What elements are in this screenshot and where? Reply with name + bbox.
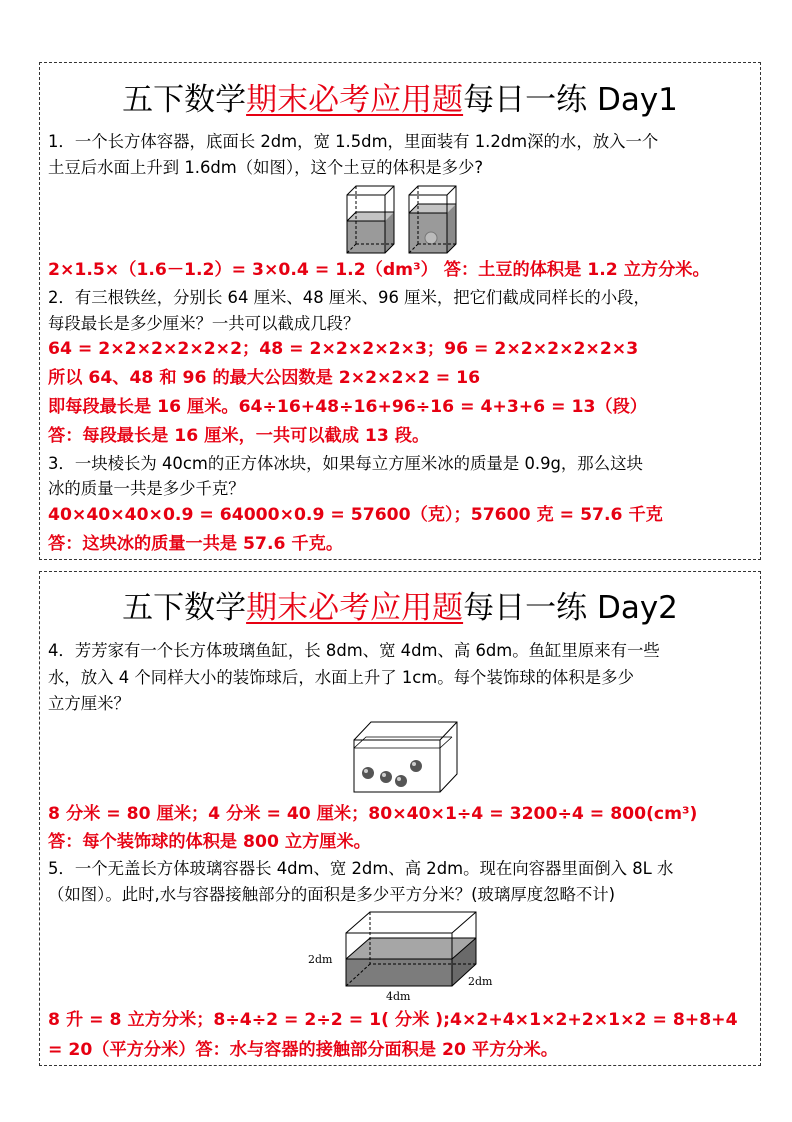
container-after-figure [409, 186, 456, 253]
q1-line1: 1．一个长方体容器，底面长 2dm，宽 1.5dm，里面装有 1.2dm深的水，放入一个 [48, 132, 659, 151]
q2-answer-line3: 即每段最长是 16 厘米。64÷16+48÷16+96÷16 = 4+3+6 = 13（段） [48, 397, 647, 417]
decorative-balls [362, 760, 422, 787]
q3-answer-line2: 答：这块冰的质量一共是 57.6 千克。 [48, 534, 344, 554]
q2-line1: 2．有三根铁丝，分别长 64 厘米、48 厘米、96 厘米，把它们截成同样长的小段， [48, 288, 650, 307]
q3-answer-line1: 40×40×40×0.9 = 64000×0.9 = 57600（克）；57600 克 = 57.6 千克 [48, 505, 663, 525]
fish-tank-figure [351, 718, 463, 796]
q2-answer-line1: 64 = 2×2×2×2×2×2；48 = 2×2×2×2×3；96 = 2×2×2×2×2×3 [48, 339, 639, 359]
q5-line2: （如图）。此时,水与容器接触部分的面积是多少平方分米？(玻璃厚度忽略不计) [48, 885, 616, 904]
length-dimension-label: 4dm [386, 990, 411, 1003]
height-dimension-label: 2dm [308, 953, 333, 966]
q2-answer-line2: 所以 64、48 和 96 的最大公因数是 2×2×2×2 = 16 [48, 368, 481, 388]
q1-containers-figure [343, 183, 463, 258]
title-prefix: 五下数学 [122, 590, 247, 626]
q3-line1: 3．一块棱长为 40cm的正方体冰块，如果每立方厘米冰的质量是 0.9g，那么这块 [48, 454, 643, 473]
q2-answer-line4: 答：每段最长是 16 厘米，一共可以截成 13 段。 [48, 426, 430, 446]
q5-answer-line2: = 20（平方分米）答：水与容器的接触部分面积是 20 平方分米。 [48, 1040, 558, 1060]
day1-title [40, 80, 760, 120]
title-suffix: 每日一练 Day2 [463, 590, 678, 626]
width-dimension-label: 2dm [468, 975, 493, 988]
title-highlight: 期末必考应用题 [246, 590, 464, 626]
q1-line2: 土豆后水面上升到 1.6dm（如图），这个土豆的体积是多少? [48, 158, 484, 177]
title-prefix: 五下数学 [122, 82, 247, 118]
glass-container-figure [302, 905, 502, 1003]
q4-line1: 4．芳芳家有一个长方体玻璃鱼缸，长 8dm、宽 4dm、高 6dm。鱼缸里原来有一些 [48, 641, 660, 660]
q5-answer-line1: 8 升 = 8 立方分米；8÷4÷2 = 2÷2 = 1( 分米 );4×2+4×1×2+2×1×2 = 8+8+4 [48, 1010, 738, 1030]
title-suffix: 每日一练 Day1 [463, 82, 678, 118]
q1-answer: 2×1.5×（1.6－1.2）= 3×0.4 = 1.2（dm³） 答：土豆的体积是 1.2 立方分米。 [48, 260, 710, 280]
q2-line2: 每段最长是多少厘米？一共可以截成几段？ [48, 314, 360, 333]
title-highlight: 期末必考应用题 [246, 82, 464, 118]
day1-card [39, 62, 761, 560]
q4-answer-line1: 8 分米 = 80 厘米；4 分米 = 40 厘米；80×40×1÷4 = 3200÷4 = 800(cm³) [48, 804, 698, 824]
day2-title [40, 588, 760, 628]
q3-line2: 冰的质量一共是多少千克？ [48, 479, 245, 498]
q4-answer-line2: 答：每个装饰球的体积是 800 立方厘米。 [48, 832, 371, 852]
q4-line3: 立方厘米？ [48, 694, 130, 713]
q4-line2: 水，放入 4 个同样大小的装饰球后，水面上升了 1cm。每个装饰球的体积是多少 [48, 668, 634, 687]
q5-line1: 5．一个无盖长方体玻璃容器长 4dm、宽 2dm、高 2dm。现在向容器里面倒入 8L 水 [48, 859, 674, 878]
day2-card [39, 571, 761, 1066]
container-before-figure [347, 186, 394, 253]
